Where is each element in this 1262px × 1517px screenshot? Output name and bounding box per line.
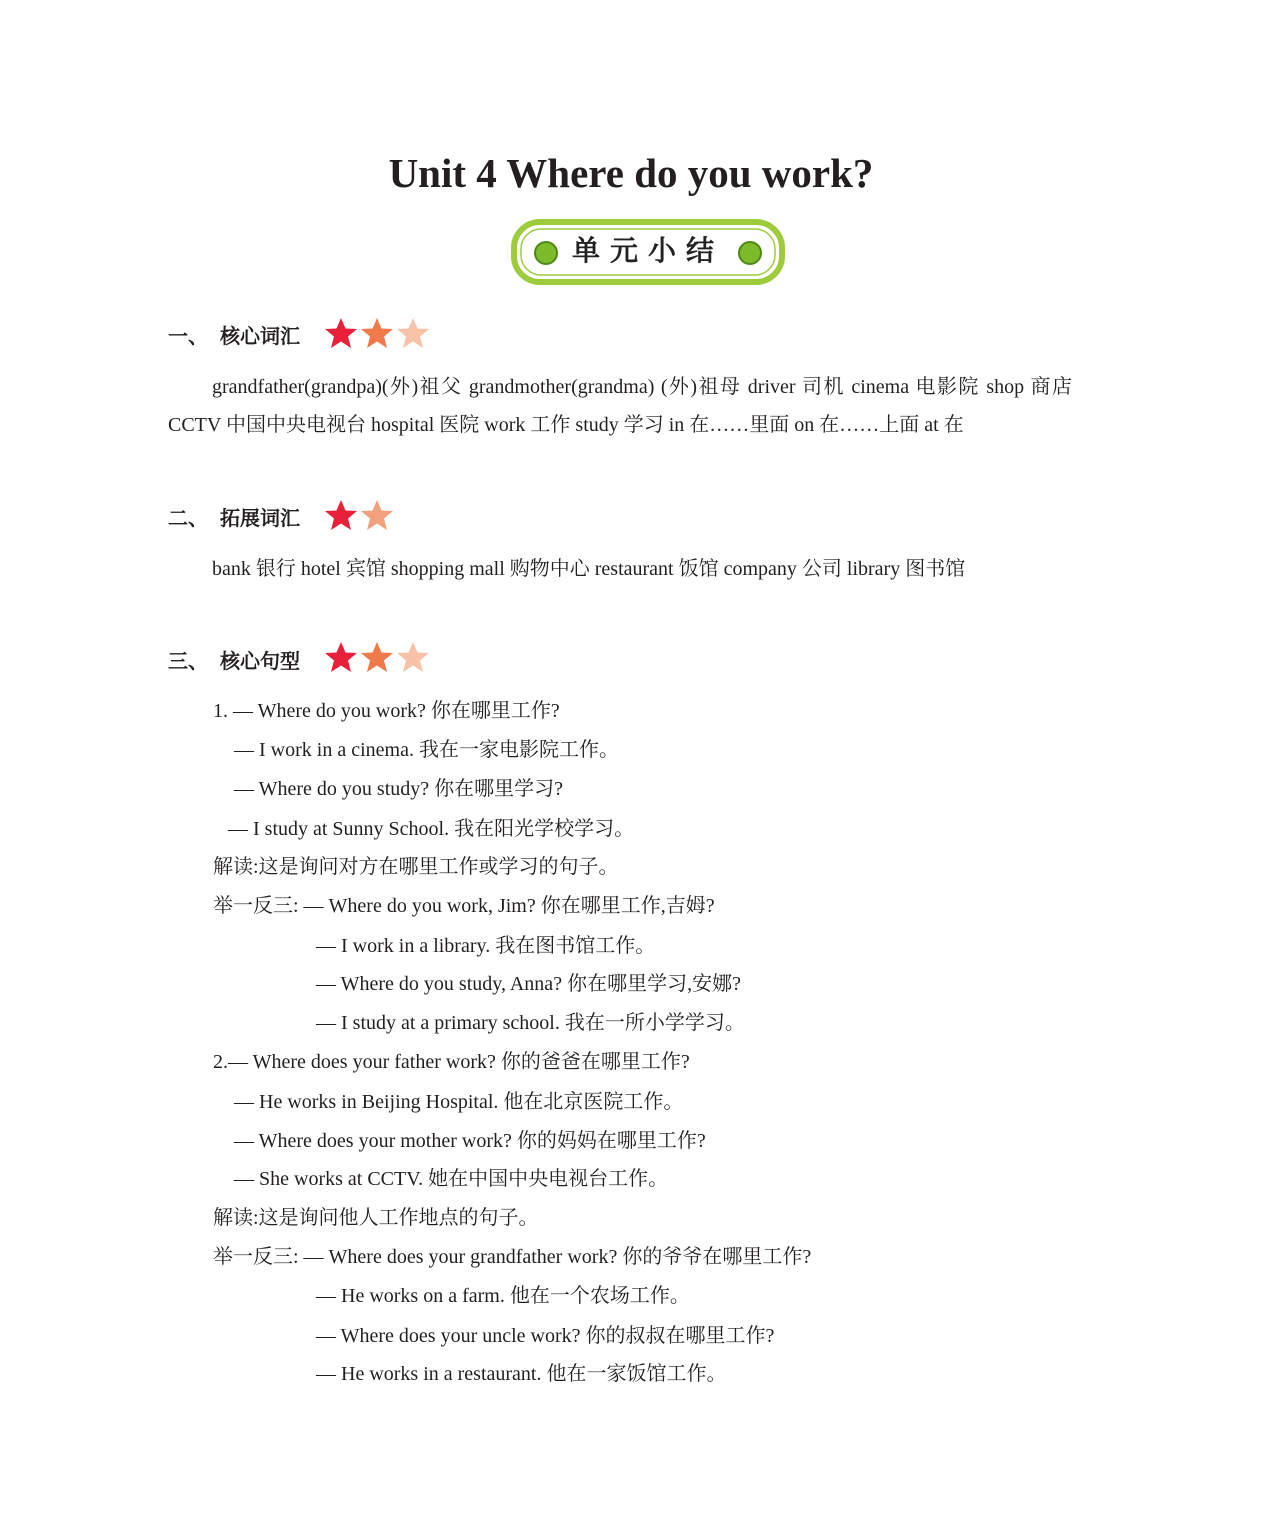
ext-vocab-paragraph: bank 银行 hotel 宾馆 shopping mall 购物中心 restaurant 饭馆 company 公司 library 图书馆 <box>212 558 966 580</box>
star-icon <box>324 640 358 674</box>
sentence-line: — I study at a primary school. 我在一所小学学习。 <box>316 1012 745 1034</box>
star-icon <box>324 316 358 350</box>
sentence-line: — He works in Beijing Hospital. 他在北京医院工作。 <box>234 1091 684 1113</box>
sentence-line: — He works in a restaurant. 他在一家饭馆工作。 <box>316 1363 727 1385</box>
example-line: 举一反三: — Where does your grandfather work? 你的爷爷在哪里工作? <box>213 1246 812 1268</box>
sentence-line: — Where does your uncle work? 你的叔叔在哪里工作? <box>316 1325 775 1347</box>
difficulty-stars <box>324 316 432 352</box>
section-head-ext-vocab <box>168 500 300 536</box>
star-icon <box>396 316 430 350</box>
sentence-line: — Where do you study? 你在哪里学习? <box>234 778 564 800</box>
sentence-line: — I study at Sunny School. 我在阳光学校学习。 <box>228 818 635 840</box>
sentence-line: 1. — Where do you work? 你在哪里工作? <box>213 700 560 722</box>
section-head-core-vocab <box>168 318 300 354</box>
difficulty-stars <box>324 640 432 676</box>
section-head-core-sentences <box>168 643 300 679</box>
sentence-line: 2.— Where does your father work? 你的爸爸在哪里工作? <box>213 1051 690 1073</box>
section-number: 三、 <box>168 649 208 673</box>
sentence-line: — Where does your mother work? 你的妈妈在哪里工作? <box>234 1130 706 1152</box>
core-vocab-paragraph: grandfather(grandpa)(外)祖父 grandmother(grandma) (外)祖母 driver 司机 cinema 电影院 shop 商店 CCTV 中国中央电视台 hospital 医院 work 工作 study 学习 in 在……里面 on 在……上面 at 在 <box>168 376 1072 436</box>
explanation-line: 解读:这是询问对方在哪里工作或学习的句子。 <box>213 856 619 878</box>
sentence-line: — I work in a library. 我在图书馆工作。 <box>316 935 656 957</box>
star-icon <box>396 640 430 674</box>
sentence-line: — Where do you study, Anna? 你在哪里学习,安娜? <box>316 973 741 995</box>
star-icon <box>324 498 358 532</box>
badge-label: 单元小结 <box>571 234 724 267</box>
example-line: 举一反三: — Where do you work, Jim? 你在哪里工作,吉姆? <box>213 895 715 917</box>
section-number: 二、 <box>168 506 208 530</box>
unit-summary-badge <box>510 216 786 288</box>
sentence-line: — I work in a cinema. 我在一家电影院工作。 <box>234 739 619 761</box>
section-label: 核心句型 <box>220 649 300 673</box>
section-label: 核心词汇 <box>220 324 300 348</box>
page-title: Unit 4 Where do you work? <box>388 150 874 196</box>
sentence-line: — She works at CCTV. 她在中国中央电视台工作。 <box>234 1168 669 1190</box>
explanation-line: 解读:这是询问他人工作地点的句子。 <box>213 1207 539 1229</box>
difficulty-stars <box>324 498 396 534</box>
sentence-line: — He works on a farm. 他在一个农场工作。 <box>316 1285 690 1307</box>
star-icon <box>360 498 394 532</box>
star-icon <box>360 316 394 350</box>
section-label: 拓展词汇 <box>220 506 300 530</box>
star-icon <box>360 640 394 674</box>
section-number: 一、 <box>168 324 208 348</box>
